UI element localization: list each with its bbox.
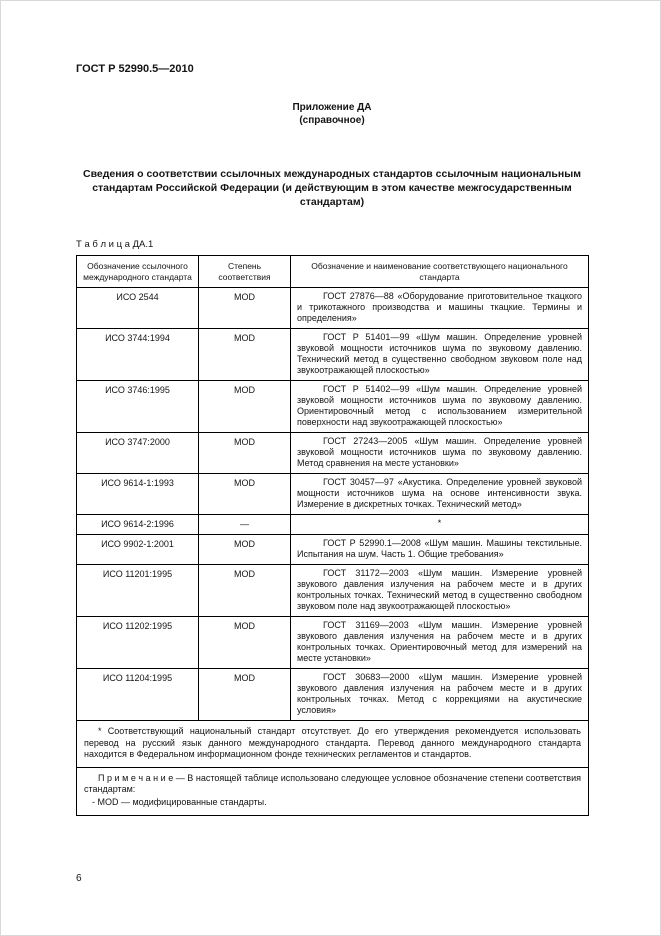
note-label: П р и м е ч а н и е [98, 772, 174, 783]
table-row [77, 515, 589, 535]
degree-cell: MOD [199, 669, 291, 721]
intl-standard-cell: ИСО 9614-1:1993 [77, 474, 199, 515]
appendix-title: Приложение ДА [292, 102, 372, 113]
col-header-intl-standard: Обозначение ссылочного международного стандарта [77, 256, 199, 288]
national-standard-cell: ГОСТ 31169—2003 «Шум машин. Измерение уровней звукового давления излучения на рабочем месте и в других контрольных точках. Ориентировочный метод для измерений на месте установки» [291, 617, 589, 669]
national-standard-cell: ГОСТ 27243—2005 «Шум машин. Определение уровней звуковой мощности источников шума по звуковому давлению. Метод сравнения на месте установки» [291, 433, 589, 474]
table-header-row [77, 256, 589, 288]
page-content [76, 1, 588, 816]
degree-cell: MOD [199, 329, 291, 381]
table-caption: Т а б л и ц а ДА.1 [76, 239, 154, 250]
intl-standard-cell: ИСО 9902-1:2001 [77, 535, 199, 565]
intl-standard-cell: ИСО 11201:1995 [77, 565, 199, 617]
col-header-degree: Степень соответствия [199, 256, 291, 288]
correspondence-table [76, 255, 589, 816]
footnote-text: * Соответствующий национальный стандарт отсутствует. До его утверждения рекомендуется использовать перевод на русский язык данного международного стандарта. Перевод данного международного стандарта находится в Федеральном информационном фонде технических регламентов и стандартов. [77, 721, 589, 768]
intl-standard-cell: ИСО 3744:1994 [77, 329, 199, 381]
degree-cell: MOD [199, 474, 291, 515]
note-cell [77, 767, 589, 816]
note-text: — В настоящей таблице использовано следующее условное обозначение степени соответствия стандартам: [84, 772, 581, 794]
table-row [77, 474, 589, 515]
intl-standard-cell: ИСО 11204:1995 [77, 669, 199, 721]
table-footnote-row [77, 721, 589, 768]
national-standard-cell: ГОСТ Р 52990.1—2008 «Шум машин. Машины текстильные. Испытания на шум. Часть 1. Общие требования» [291, 535, 589, 565]
national-standard-cell: ГОСТ 31172—2003 «Шум машин. Измерение уровней звукового давления излучения на рабочем месте и в других контрольных точках. Технический метод в существенно свободном звуковом поле над звукоотражающей плоскостью» [291, 565, 589, 617]
national-standard-cell: ГОСТ Р 51401—99 «Шум машин. Определение уровней звуковой мощности источников шума по звуковому давлению. Технический метод в существенно свободном звуковом поле над звукоотражающей плоскостью» [291, 329, 589, 381]
note-item: - MOD — модифицированные стандарты. [92, 796, 267, 807]
intl-standard-cell: ИСО 9614-2:1996 [77, 515, 199, 535]
intl-standard-cell: ИСО 3747:2000 [77, 433, 199, 474]
section-title: Сведения о соответствии ссылочных международных стандартов ссылочным национальным стандартам Российской Федерации (и действующим в этом качестве межгосударственным стандартам) [83, 168, 581, 208]
intl-standard-cell: ИСО 2544 [77, 288, 199, 329]
degree-cell: MOD [199, 565, 291, 617]
table-row [77, 535, 589, 565]
intl-standard-cell: ИСО 11202:1995 [77, 617, 199, 669]
table-row [77, 669, 589, 721]
national-standard-cell: ГОСТ 30457—97 «Акустика. Определение уровней звуковой мощности источников шума на основе интенсивности звука. Измерение в дискретных точках. Технический метод» [291, 474, 589, 515]
doc-number: ГОСТ Р 52990.5—2010 [76, 63, 194, 75]
table-note-row [77, 767, 589, 816]
table-row [77, 329, 589, 381]
national-standard-cell: ГОСТ 30683—2000 «Шум машин. Измерение уровней звукового давления излучения на рабочем месте и в других контрольных точках. Метод с коррекциями на акустические условия» [291, 669, 589, 721]
table-row [77, 288, 589, 329]
table-row [77, 565, 589, 617]
page-number: 6 [76, 873, 82, 884]
national-standard-cell: * [291, 515, 589, 535]
degree-cell: — [199, 515, 291, 535]
degree-cell: MOD [199, 433, 291, 474]
degree-cell: MOD [199, 288, 291, 329]
national-standard-cell: ГОСТ 27876—88 «Оборудование приготовительное ткацкого и трикотажного производства и машины ткацкие. Термины и определения» [291, 288, 589, 329]
degree-cell: MOD [199, 381, 291, 433]
intl-standard-cell: ИСО 3746:1995 [77, 381, 199, 433]
table-row [77, 433, 589, 474]
table-row [77, 617, 589, 669]
appendix-subtitle: (справочное) [299, 115, 365, 126]
degree-cell: MOD [199, 617, 291, 669]
national-standard-cell: ГОСТ Р 51402—99 «Шум машин. Определение уровней звуковой мощности источников шума по звуковому давлению. Ориентировочный метод с использованием измерительной поверхности над звукоотражающей плоскостью» [291, 381, 589, 433]
table-row [77, 381, 589, 433]
col-header-national-standard: Обозначение и наименование соответствующего национального стандарта [291, 256, 589, 288]
note-paragraph [84, 773, 581, 796]
degree-cell: MOD [199, 535, 291, 565]
